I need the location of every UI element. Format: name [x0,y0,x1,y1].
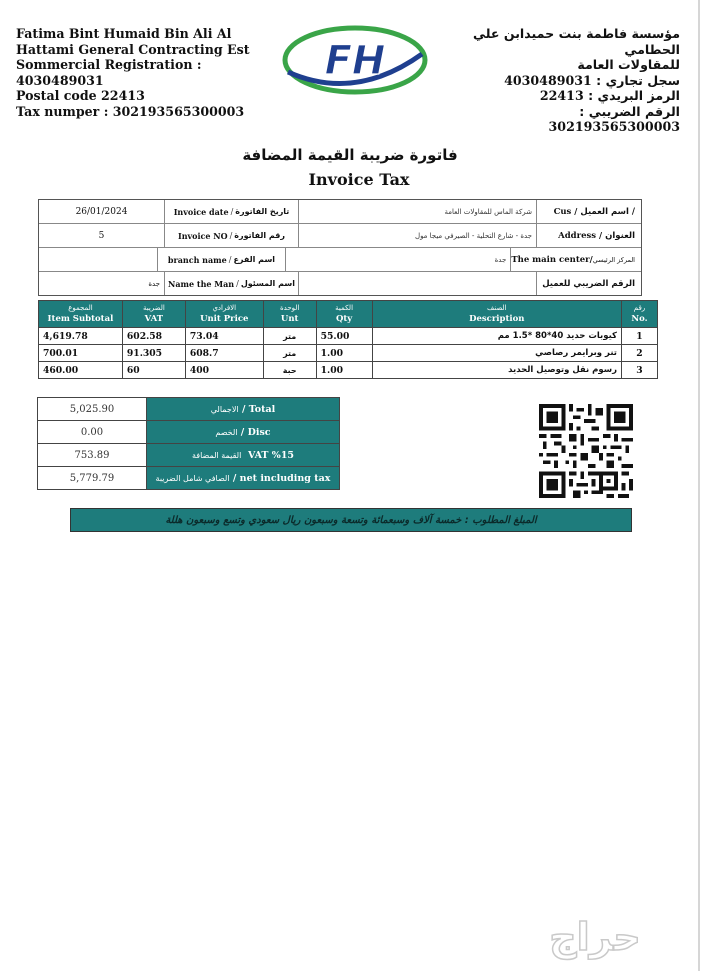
company-name-ar-line2: للمقاولات العامة [577,57,680,72]
disc-label-ar: الخصم [215,427,238,437]
invoice-no-value: 5 [39,224,165,247]
total-label-ar: الاجمالي [210,404,239,414]
item-vat: 60 [122,362,185,379]
branch-label-ar: اسم الفرع [233,255,276,264]
invoice-no-label-en: Invoice NO [177,230,228,241]
col-no-ar: رقم [633,304,646,312]
responsible-label-ar: اسم المسئول [240,279,295,288]
net-label-en: net including tax [239,472,331,484]
item-description: تنر وبرايمر رصاصي [372,345,621,362]
item-description: كيوبات حديد 40*80 *1.5 مم [372,328,621,345]
branch-label: branch name / اسم الفرع [158,248,285,271]
info-row-responsible [39,272,641,295]
col-no-en: No. [631,314,648,324]
customer-label-ar: اسم العميل / [580,206,635,217]
responsible-label: Name the Man / اسم المسئول [165,272,299,295]
table-row [39,362,658,379]
col-vat-ar: الضريبة [142,304,165,312]
col-header-qty [316,301,372,328]
customer-tax-value [299,272,537,295]
item-unit-price: 400 [185,362,263,379]
invoice-date-label-en: Invoice date [173,206,229,217]
responsible-value: جدة [39,272,165,295]
company-header-english [16,26,276,119]
invoice-info-table [38,199,642,296]
address-value: جدة - شارع التحلية - الصيرفي ميجا مول [299,224,537,247]
col-price-en: Unit Price [200,314,249,324]
col-header-subtotal [39,301,123,328]
invoice-date-value: 26/01/2024 [39,200,165,223]
col-header-unit-price [185,301,263,328]
info-row-invoice-no [39,224,641,248]
main-center-label-en: The main center/ [511,254,593,265]
vat-label [147,444,340,467]
disc-row [38,421,340,444]
disc-label-en: Disc [247,426,271,438]
haraj-watermark [500,912,690,962]
item-subtotal: 460.00 [39,362,123,379]
cr-line-ar [450,73,680,89]
invoice-title-arabic: فاتورة ضريبة القيمة المضافة [242,146,458,164]
item-unit: متر [263,345,316,362]
company-header-arabic [450,26,680,135]
col-unit-ar: الوحدة [279,304,300,312]
invoice-date-label-ar: تاريخ الفاتورة [235,207,290,216]
item-subtotal: 700.01 [39,345,123,362]
vat-label-ar: القيمة المضافة [191,450,242,460]
watermark-text: حراج [549,915,641,959]
item-no: 1 [622,328,658,345]
cr-label-ar: سجل تجاري : [596,72,680,88]
info-row-branch [39,248,641,272]
tax-line-ar [450,104,680,135]
net-label: الصافي شامل الضريبة / net including tax [147,467,340,490]
vat-row [38,444,340,467]
address-label [537,224,641,247]
col-subtotal-en: Item Subtotal [47,314,114,324]
invoice-no-label: Invoice NO / رقم الفاتورة [165,224,299,247]
total-label: الاجمالي / Total [147,398,340,421]
info-row-date [39,200,641,224]
company-name-ar-line1: مؤسسة فاطمة بنت حميدابن علي الحطامي [473,26,680,57]
col-qty-en: Qty [335,314,353,324]
cr-value: 4030489031 [504,72,592,88]
col-header-no [622,301,658,328]
col-header-vat [122,301,185,328]
logo-lettering: FH [324,38,386,84]
tax-label-ar: الرقم الضريبي : [579,103,680,119]
vat-label-en: VAT %15 [247,449,295,461]
total-row [38,398,340,421]
postal-label-ar: الرمز البريدي : [588,88,680,103]
address-label-ar: العنوان [605,230,635,241]
invoice-title-english: Invoice Tax [308,170,410,189]
postal-line-ar [450,88,680,104]
company-logo [282,24,428,96]
net-label-ar: الصافي شامل الضريبة [155,473,230,483]
branch-value [39,248,158,271]
customer-value: شركة الماس للمقاولات العامة [299,200,537,223]
vat-value: 753.89 [38,444,147,467]
col-vat-en: VAT [144,314,164,324]
item-no: 3 [622,362,658,379]
item-vat: 602.58 [122,328,185,345]
item-description: رسوم نقل وتوصيل الحديد [372,362,621,379]
net-row [38,467,340,490]
col-desc-en: Description [469,314,525,324]
item-qty: 1.00 [316,345,372,362]
items-table [38,300,658,379]
item-unit-price: 73.04 [185,328,263,345]
table-row [39,345,658,362]
invoice-no-label-ar: رقم الفاتورة [234,231,286,240]
invoice-date-label: Invoice date / تاريخ الفاتورة [165,200,299,223]
col-price-ar: الافرادي [212,304,237,312]
item-qty: 1.00 [316,362,372,379]
customer-tax-label [537,272,641,295]
disc-label: الخصم / Disc [147,421,340,444]
col-desc-ar: الصنف [487,304,507,312]
tax-number: Tax numper : 302193565300003 [16,103,245,119]
customer-tax-label-ar: الرقم الضريبي للعميل [542,278,635,289]
postal-code: Postal code 22413 [16,88,145,103]
main-center-value: جدة [286,248,512,271]
item-no: 2 [622,345,658,362]
col-unit-en: Unt [280,314,299,324]
qr-code [537,404,635,498]
item-subtotal: 4,619.78 [39,328,123,345]
item-unit-price: 608.7 [185,345,263,362]
amount-in-words: المبلغ المطلوب : خمسة آلاف وسبعمائة وتسعة وسبعون ريال سعودي وتسع وسبعون هللة [70,508,632,532]
net-value: 5,779.79 [38,467,147,490]
address-label-en: Address / [558,230,603,241]
item-qty: 55.00 [316,328,372,345]
col-qty-ar: الكمية [335,304,354,312]
disc-value: 0.00 [38,421,147,444]
company-name-line2: Hattami General Contracting Est [16,41,250,57]
branch-label-en: branch name [167,254,227,265]
commercial-registration: Sommercial Registration : 4030489031 [16,57,202,88]
table-row [39,328,658,345]
col-header-unit [263,301,316,328]
totals-table [37,397,340,490]
item-vat: 91.305 [122,345,185,362]
total-value: 5,025.90 [38,398,147,421]
company-name-line1: Fatima Bint Humaid Bin Ali Al [16,26,232,41]
total-label-en: Total [248,403,276,415]
postal-value: 22413 [539,88,584,103]
col-subtotal-ar: المجموع [68,304,93,312]
col-header-description [372,301,621,328]
main-center-label-ar: المركز الرئيسي [592,255,635,264]
main-center-label [511,248,641,271]
items-header-row [39,301,658,328]
item-unit: متر [263,328,316,345]
item-unit: حبة [263,362,316,379]
responsible-label-en: Name the Man [168,278,235,289]
tax-value: 302193565300003 [548,119,680,134]
customer-label [537,200,641,223]
customer-label-en: Cus / [553,206,578,217]
